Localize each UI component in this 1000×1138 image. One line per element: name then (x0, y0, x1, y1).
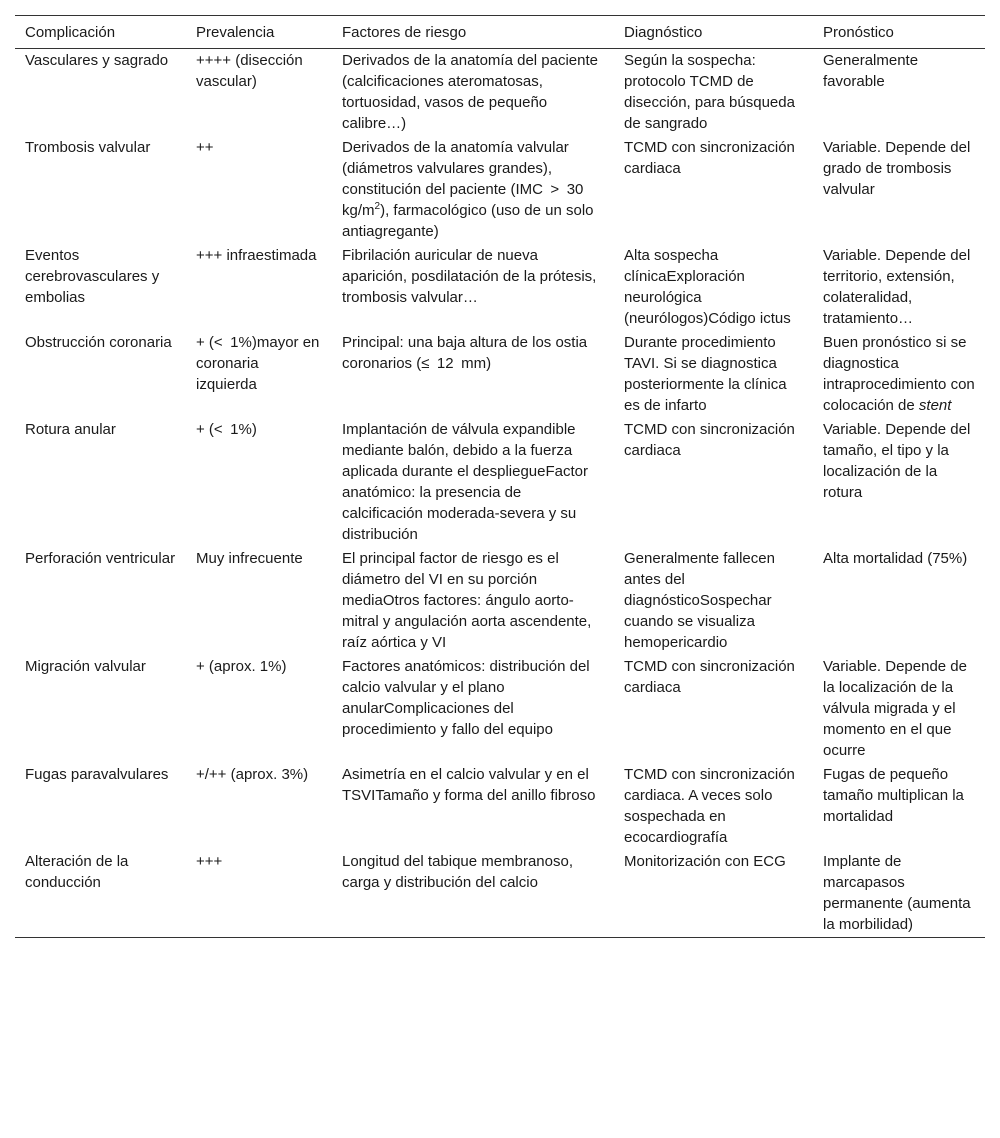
table-row (15, 244, 985, 331)
cell-complicacion: Alteración de la conducción (25, 853, 129, 891)
cell-prevalencia: + (aprox. 1%) (196, 658, 287, 675)
cell-pronostico: Implante de marcapasos permanente (aumenta la morbilidad) (823, 853, 971, 933)
header-row (15, 16, 985, 49)
cell-factores-riesgo: El principal factor de riesgo es el diámetro del VI en su porción mediaOtros factores: ángulo aorto-mitral y angulación aorta ascendente, raíz aórtica y VI (342, 550, 592, 651)
header-factores-riesgo: Factores de riesgo (342, 24, 467, 41)
cell-prevalencia: +++ (196, 853, 223, 870)
cell-factores-riesgo: Implantación de válvula expandible mediante balón, debido a la fuerza aplicada durante el despliegueFactor anatómico: la presencia de calcificación moderada-severa y su distribución (342, 421, 588, 543)
cell-complicacion: Migración valvular (25, 658, 146, 675)
table-row (15, 763, 985, 850)
cell-pronostico: Variable. Depende de la localización de la válvula migrada y el momento en el que ocurre (823, 658, 967, 759)
cell-diagnostico: TCMD con sincronización cardiaca. A veces solo sospechada en ecocardiografía (624, 766, 795, 846)
cell-diagnostico: Alta sospecha clínicaExploración neurológica (neurólogos)Código ictus (624, 247, 791, 327)
factores-text-before: Derivados de la anatomía valvular (diámetros valvulares grandes), constitución del paciente (IMC > 30 kg/m (342, 139, 591, 219)
cell-diagnostico: TCMD con sincronización cardiaca (624, 658, 795, 696)
cell-complicacion: Vasculares y sagrado (25, 52, 169, 69)
cell-diagnostico: Durante procedimiento TAVI. Si se diagnostica posteriormente la clínica es de infarto (624, 334, 787, 414)
cell-complicacion: Perforación ventricular (25, 550, 176, 567)
cell-pronostico: Variable. Depende del grado de trombosis valvular (823, 139, 971, 198)
cell-prevalencia: ++ (196, 139, 214, 156)
complications-table-container (15, 15, 985, 938)
pronostico-text: Buen pronóstico si se diagnostica intraprocedimiento con colocación de (823, 334, 975, 414)
cell-factores-riesgo: Longitud del tabique membranoso, carga y distribución del calcio (342, 853, 573, 891)
stent-italic-text: stent (918, 397, 952, 414)
cell-factores-riesgo (332, 136, 614, 244)
cell-factores-riesgo: Fibrilación auricular de nueva aparición, posdilatación de la prótesis, trombosis valvular… (342, 247, 597, 306)
table-header (15, 16, 985, 49)
table-row (15, 418, 985, 547)
cell-complicacion: Fugas paravalvulares (25, 766, 169, 783)
cell-pronostico: Generalmente favorable (823, 52, 919, 90)
table-row (15, 547, 985, 655)
cell-factores-riesgo: Factores anatómicos: distribución del calcio valvular y el plano anularComplicaciones del procedimiento y fallo del equipo (342, 658, 590, 738)
cell-diagnostico: Según la sospecha: protocolo TCMD de disección, para búsqueda de sangrado (624, 52, 795, 132)
cell-factores-riesgo: Asimetría en el calcio valvular y en el TSVITamaño y forma del anillo fibroso (342, 766, 596, 804)
header-pronostico: Pronóstico (823, 24, 894, 41)
header-prevalencia: Prevalencia (196, 24, 275, 41)
cell-pronostico: Variable. Depende del territorio, extensión, colateralidad, tratamiento… (823, 247, 971, 327)
cell-diagnostico: TCMD con sincronización cardiaca (624, 139, 795, 177)
cell-complicacion: Rotura anular (25, 421, 116, 438)
cell-prevalencia: + (< 1%)mayor en coronaria izquierda (196, 334, 320, 393)
table-row (15, 136, 985, 244)
cell-pronostico: Fugas de pequeño tamaño multiplican la mortalidad (823, 766, 964, 825)
cell-prevalencia: +/++ (aprox. 3%) (196, 766, 309, 783)
header-diagnostico: Diagnóstico (624, 24, 703, 41)
factores-text-after: ), farmacológico (uso de un solo antiagregante) (342, 202, 594, 240)
cell-complicacion: Trombosis valvular (25, 139, 151, 156)
cell-complicacion: Obstrucción coronaria (25, 334, 172, 351)
header-complicacion: Complicación (25, 24, 116, 41)
table-row (15, 331, 985, 418)
cell-pronostico (813, 331, 985, 418)
cell-prevalencia: Muy infrecuente (196, 550, 303, 567)
cell-prevalencia: + (< 1%) (196, 421, 257, 438)
cell-diagnostico: TCMD con sincronización cardiaca (624, 421, 795, 459)
superscript-2: 2 (374, 201, 381, 212)
cell-complicacion: Eventos cerebrovasculares y embolias (25, 247, 160, 306)
table-row (15, 49, 985, 137)
cell-factores-riesgo: Derivados de la anatomía del paciente (calcificaciones ateromatosas, tortuosidad, vasos de pequeño calibre…) (342, 52, 598, 132)
table-row (15, 850, 985, 938)
cell-factores-riesgo: Principal: una baja altura de los ostia coronarios (≤ 12 mm) (342, 334, 588, 372)
cell-prevalencia: ++++ (disección vascular) (196, 52, 303, 90)
cell-diagnostico: Generalmente fallecen antes del diagnósticoSospechar cuando se visualiza hemopericardio (624, 550, 775, 651)
table-body (15, 49, 985, 938)
cell-diagnostico: Monitorización con ECG (624, 853, 786, 870)
table-row (15, 655, 985, 763)
cell-prevalencia: +++ infraestimada (196, 247, 317, 264)
complications-table (15, 15, 985, 938)
cell-pronostico: Variable. Depende del tamaño, el tipo y la localización de la rotura (823, 421, 971, 501)
cell-pronostico: Alta mortalidad (75%) (823, 550, 968, 567)
